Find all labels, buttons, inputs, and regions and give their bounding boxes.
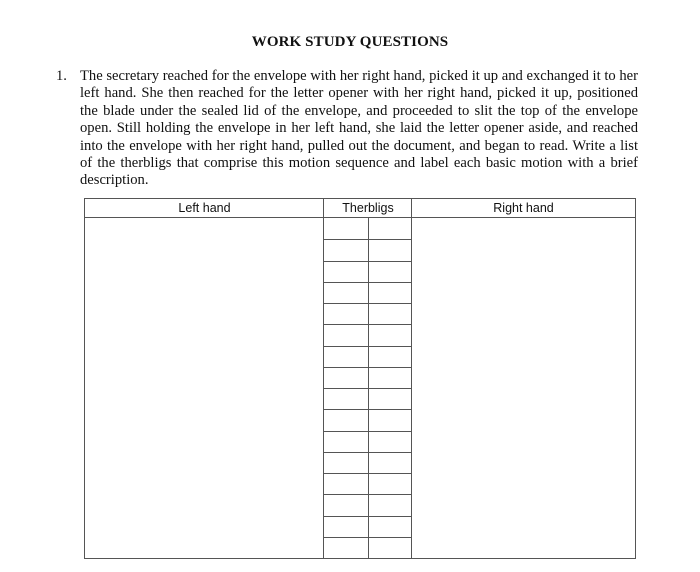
therblig-row-line: [324, 261, 411, 262]
header-right-hand: Right hand: [493, 201, 554, 215]
therblig-row-line: [324, 346, 411, 347]
therblig-row-line: [324, 494, 411, 495]
therblig-row-line: [324, 239, 411, 240]
page-title: WORK STUDY QUESTIONS: [251, 34, 449, 50]
header-left-hand: Left hand: [178, 201, 231, 215]
table-header: [85, 199, 635, 218]
therblig-row-line: [324, 516, 411, 517]
therblig-row-line: [324, 452, 411, 453]
therblig-grid: [324, 218, 411, 558]
therblig-row-line: [324, 537, 411, 538]
therblig-row-line: [324, 409, 411, 410]
question-text: The secretary reached for the envelope with her right hand, picked it up and exchanged it to her left hand. She then reached for the letter opener with her right hand, picked it up, positioned the blade under the sealed lid of the envelope, and proceeded to slit the top of the envelope open. Still holding the envelope in her left hand, she laid the letter opener aside, and reached into the envelope with her right hand, pulled out the document, and began to read. Write a list of the therbligs that comprise this motion sequence and label each basic motion with a brief description.: [80, 68, 638, 189]
therblig-row-line: [324, 367, 411, 368]
therblig-row-line: [324, 431, 411, 432]
header-therbligs: Therbligs: [342, 201, 394, 215]
question-number: 1.: [56, 68, 67, 84]
therblig-table: [84, 198, 636, 559]
question-1: [56, 68, 638, 190]
therblig-row-line: [324, 388, 411, 389]
therblig-row-line: [324, 303, 411, 304]
therblig-row-line: [324, 324, 411, 325]
therblig-row-line: [324, 282, 411, 283]
therblig-row-line: [324, 473, 411, 474]
column-divider-right: [411, 199, 412, 558]
